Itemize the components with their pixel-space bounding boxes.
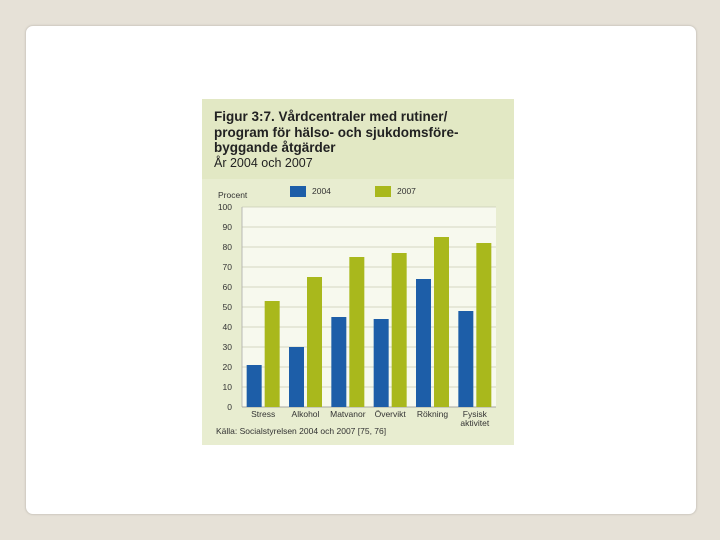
- y-tick-label: 90: [222, 222, 232, 232]
- figure-source: Källa: Socialstyrelsen 2004 och 2007 [75, 76]: [216, 426, 387, 436]
- bar-2007: [392, 253, 407, 407]
- x-tick-label: aktivitet: [460, 418, 490, 428]
- y-tick-label: 60: [222, 282, 232, 292]
- bar-2004: [416, 279, 431, 407]
- legend-label-2004: 2004: [312, 186, 331, 196]
- y-tick-label: 50: [222, 302, 232, 312]
- x-tick-label: Matvanor: [330, 409, 366, 419]
- x-tick-label: Rökning: [416, 409, 449, 419]
- y-tick-label: 0: [227, 402, 232, 412]
- x-tick-label: Fysisk: [462, 409, 487, 419]
- bar-2004: [374, 319, 389, 407]
- y-tick-label: 80: [222, 242, 232, 252]
- bar-2004: [289, 347, 304, 407]
- y-tick-label: 70: [222, 262, 232, 272]
- y-axis-label: Procent: [218, 190, 248, 200]
- legend-label-2007: 2007: [397, 186, 416, 196]
- y-tick-label: 20: [222, 362, 232, 372]
- bar-2004: [247, 365, 262, 407]
- x-tick-label: Stress: [251, 409, 276, 419]
- x-tick-label: Övervikt: [374, 409, 406, 419]
- bar-2007: [434, 237, 449, 407]
- bar-2004: [331, 317, 346, 407]
- y-tick-label: 40: [222, 322, 232, 332]
- bar-2007: [349, 257, 364, 407]
- y-tick-label: 10: [222, 382, 232, 392]
- bar-2007: [265, 301, 280, 407]
- figure-title: Figur 3:7. Vårdcentraler med rutiner/ program för hälso- och sjukdomsföre-byggande åtgärder: [214, 109, 459, 155]
- y-tick-label: 100: [217, 202, 232, 212]
- figure-panel: [202, 99, 514, 445]
- bar-chart: [202, 99, 514, 445]
- x-tick-label: Alkohol: [291, 409, 320, 419]
- bar-2004: [458, 311, 473, 407]
- y-tick-label: 30: [222, 342, 232, 352]
- figure-subtitle: År 2004 och 2007: [214, 156, 313, 170]
- bar-2007: [307, 277, 322, 407]
- bar-2007: [476, 243, 491, 407]
